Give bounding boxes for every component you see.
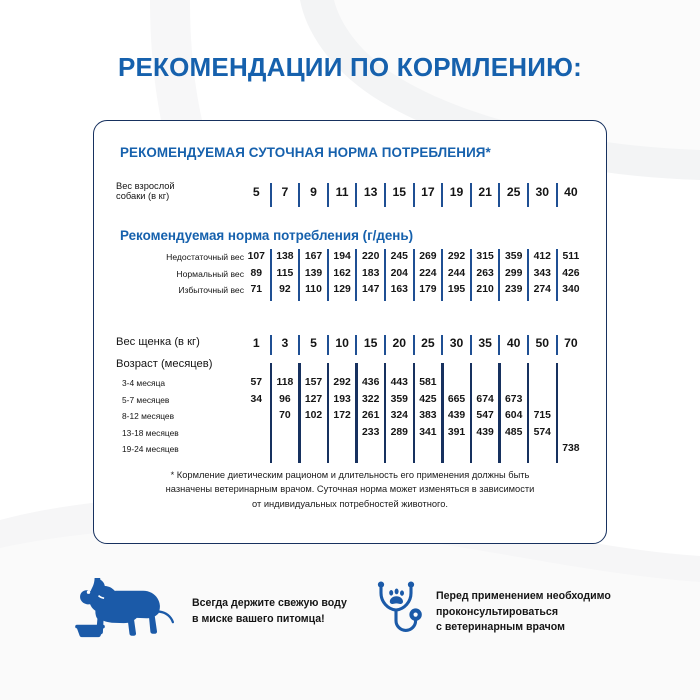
table-cell: 17	[421, 185, 435, 199]
column-separator	[327, 183, 329, 207]
table-cell: 127	[304, 393, 323, 405]
badge-text: Всегда держите свежую воду в миске вашего питомца!	[192, 597, 347, 625]
table-cell: 195	[447, 284, 466, 295]
column-separator	[355, 183, 357, 207]
table-cell: 92	[279, 284, 291, 295]
table-cell: 1	[252, 336, 260, 350]
table-cell: 102	[304, 410, 323, 421]
table-cell: 245	[390, 251, 408, 262]
table-cell: 110	[305, 284, 322, 295]
table-cell: 118	[276, 377, 294, 388]
row-label: 13-18 месяцев	[122, 427, 179, 438]
table-cell: 15	[363, 336, 378, 350]
table-cell: 194	[333, 251, 351, 262]
table-cell: 673	[505, 393, 523, 405]
column-separator	[556, 363, 559, 463]
table-cell: 289	[390, 426, 408, 438]
puppy-age-label: Возраст (месяцев)	[116, 358, 213, 370]
table-cell: 5	[310, 336, 317, 350]
table-cell: 19	[449, 185, 464, 199]
table-cell: 96	[279, 393, 291, 405]
row-label: 19-24 месяцев	[122, 444, 179, 454]
column-separator	[527, 335, 529, 355]
table-cell: 34	[250, 393, 263, 405]
table-cell: 50	[535, 336, 550, 350]
table-cell: 13	[363, 185, 378, 199]
table-cell: 412	[533, 251, 551, 262]
table-cell: 292	[333, 377, 351, 388]
table-cell: 25	[506, 185, 521, 199]
column-separator	[384, 183, 386, 207]
dog-with-bowl-icon	[72, 578, 180, 645]
table-cell: 738	[562, 443, 580, 454]
table-cell: 340	[562, 284, 580, 295]
column-separator	[270, 335, 272, 355]
table-cell: 70	[279, 410, 291, 421]
table-cell: 163	[390, 284, 408, 295]
table-cell: 443	[390, 377, 408, 388]
table-cell: 292	[447, 251, 466, 262]
column-separator	[527, 249, 529, 301]
table-cell: 20	[392, 336, 407, 350]
badge-text: Перед применением необходимо проконсультироваться с ветеринарным врачом	[436, 590, 611, 634]
column-separator	[384, 249, 386, 301]
column-separator	[498, 335, 500, 355]
table-cell: 204	[390, 267, 408, 279]
card-subtitle: Рекомендуемая норма потребления (г/день)	[120, 228, 414, 243]
footnote: * Кормление диетическим рационом и длительность его применения должны быть назначены ветеринарным врачом. Суточная норма может изменяться в зависимости от индивидуальных потребностей животного.	[165, 470, 535, 509]
column-separator	[441, 249, 443, 301]
column-separator	[327, 335, 329, 355]
row-label: 8-12 месяцев	[122, 411, 175, 421]
stethoscope-paw-icon	[372, 580, 424, 645]
table-cell: 129	[333, 284, 351, 295]
badge-fresh-water	[72, 578, 347, 645]
table-cell: 341	[419, 426, 437, 438]
table-cell: 30	[535, 185, 550, 199]
column-separator	[441, 183, 443, 207]
table-cell: 179	[419, 284, 437, 295]
column-separator	[498, 183, 500, 207]
column-separator	[498, 363, 501, 463]
table-cell: 665	[447, 393, 466, 405]
table-cell: 343	[533, 267, 551, 279]
page-title: РЕКОМЕНДАЦИИ ПО КОРМЛЕНИЮ:	[117, 52, 583, 82]
table-cell: 107	[247, 251, 265, 262]
column-separator	[270, 183, 272, 207]
table-cell: 269	[419, 251, 437, 262]
row-label: 3-4 месяца	[122, 378, 166, 388]
column-separator	[384, 335, 386, 355]
table-cell: 436	[362, 377, 380, 388]
table-cell: 167	[304, 251, 323, 262]
column-separator	[556, 335, 558, 355]
row-label: Избыточный вес	[178, 285, 244, 295]
column-separator	[498, 249, 500, 301]
badge-consult-vet	[372, 580, 611, 645]
feeding-table-card	[93, 120, 607, 544]
table-row	[94, 268, 606, 286]
table-cell: 71	[250, 284, 263, 295]
column-separator	[413, 249, 415, 301]
column-separator	[413, 335, 415, 355]
table-cell: 322	[362, 393, 380, 405]
table-cell: 274	[533, 284, 551, 295]
table-cell: 210	[476, 284, 494, 295]
column-separator	[327, 249, 329, 301]
table-cell: 224	[419, 267, 437, 279]
table-cell: 263	[476, 267, 494, 279]
table-cell: 21	[478, 185, 492, 199]
column-separator	[298, 335, 300, 355]
table-cell: 239	[505, 284, 523, 295]
row-label: 5-7 месяцев	[122, 394, 170, 405]
table-cell: 581	[419, 377, 437, 388]
table-cell: 193	[333, 393, 351, 405]
table-cell: 439	[447, 410, 466, 421]
column-separator	[441, 335, 443, 355]
column-separator	[270, 249, 272, 301]
row-label: Нормальный вес	[176, 268, 244, 279]
adult-weight-header-row	[94, 181, 606, 207]
table-cell: 315	[476, 251, 494, 262]
column-separator	[470, 249, 472, 301]
table-cell: 233	[362, 426, 380, 438]
table-cell: 89	[250, 267, 263, 279]
table-cell: 139	[304, 267, 323, 279]
table-cell: 70	[564, 336, 578, 350]
column-separator	[298, 183, 300, 207]
table-cell: 11	[335, 185, 349, 199]
column-separator	[413, 363, 416, 463]
table-cell: 604	[505, 410, 523, 421]
table-cell: 15	[392, 185, 407, 199]
table-cell: 425	[419, 393, 437, 405]
table-cell: 147	[362, 284, 380, 295]
column-separator	[470, 363, 473, 463]
table-cell: 220	[362, 251, 380, 262]
card-title: РЕКОМЕНДУЕМАЯ СУТОЧНАЯ НОРМА ПОТРЕБЛЕНИЯ*	[120, 145, 491, 160]
table-cell: 324	[390, 410, 408, 421]
column-separator	[384, 363, 387, 463]
column-separator	[556, 249, 558, 301]
table-cell: 9	[310, 185, 317, 199]
table-cell: 138	[276, 251, 294, 262]
table-cell: 172	[333, 410, 351, 421]
column-separator	[270, 363, 273, 463]
table-cell: 547	[476, 410, 494, 421]
table-cell: 57	[250, 377, 263, 388]
table-cell: 383	[419, 410, 437, 421]
table-cell: 40	[506, 336, 521, 350]
column-separator	[355, 335, 357, 355]
table-cell: 426	[562, 267, 580, 279]
column-separator	[298, 249, 300, 301]
column-separator	[298, 363, 301, 463]
table-cell: 3	[281, 336, 289, 350]
column-separator	[327, 363, 330, 463]
table-cell: 261	[362, 410, 380, 421]
table-cell: 299	[505, 267, 523, 279]
column-separator	[470, 335, 472, 355]
table-cell: 359	[390, 393, 408, 405]
row-label: Недостаточный вес	[166, 252, 244, 262]
table-cell: 574	[533, 426, 551, 438]
puppy-weight-header-row	[94, 334, 606, 354]
column-separator	[556, 183, 558, 207]
column-separator	[470, 183, 472, 207]
table-cell: 244	[447, 267, 466, 279]
table-cell: 157	[304, 377, 323, 388]
table-cell: 10	[335, 336, 349, 350]
table-cell: 25	[421, 336, 435, 350]
table-cell: 7	[281, 185, 289, 199]
table-cell: 359	[505, 251, 523, 262]
table-cell: 40	[564, 185, 578, 199]
column-separator	[527, 363, 530, 463]
table-row	[94, 251, 606, 269]
table-cell: 511	[562, 251, 580, 262]
table-cell: 715	[533, 410, 551, 421]
table-cell: 439	[476, 426, 494, 438]
column-separator	[355, 363, 358, 463]
column-separator	[413, 183, 415, 207]
table-cell: 115	[276, 267, 294, 279]
table-cell: 35	[478, 336, 492, 350]
table-cell: 485	[505, 426, 523, 438]
table-cell: 391	[447, 426, 466, 438]
adult-weight-label: Вес взрослой собаки (в кг)	[116, 181, 175, 202]
table-cell: 5	[252, 185, 260, 199]
table-cell: 183	[362, 267, 380, 279]
puppy-weight-label: Вес щенка (в кг)	[116, 336, 200, 348]
table-row	[94, 284, 606, 302]
table-cell: 30	[449, 336, 464, 350]
column-separator	[527, 183, 529, 207]
column-separator	[441, 363, 444, 463]
column-separator	[355, 249, 357, 301]
table-cell: 674	[476, 393, 494, 405]
table-cell: 162	[333, 267, 351, 279]
